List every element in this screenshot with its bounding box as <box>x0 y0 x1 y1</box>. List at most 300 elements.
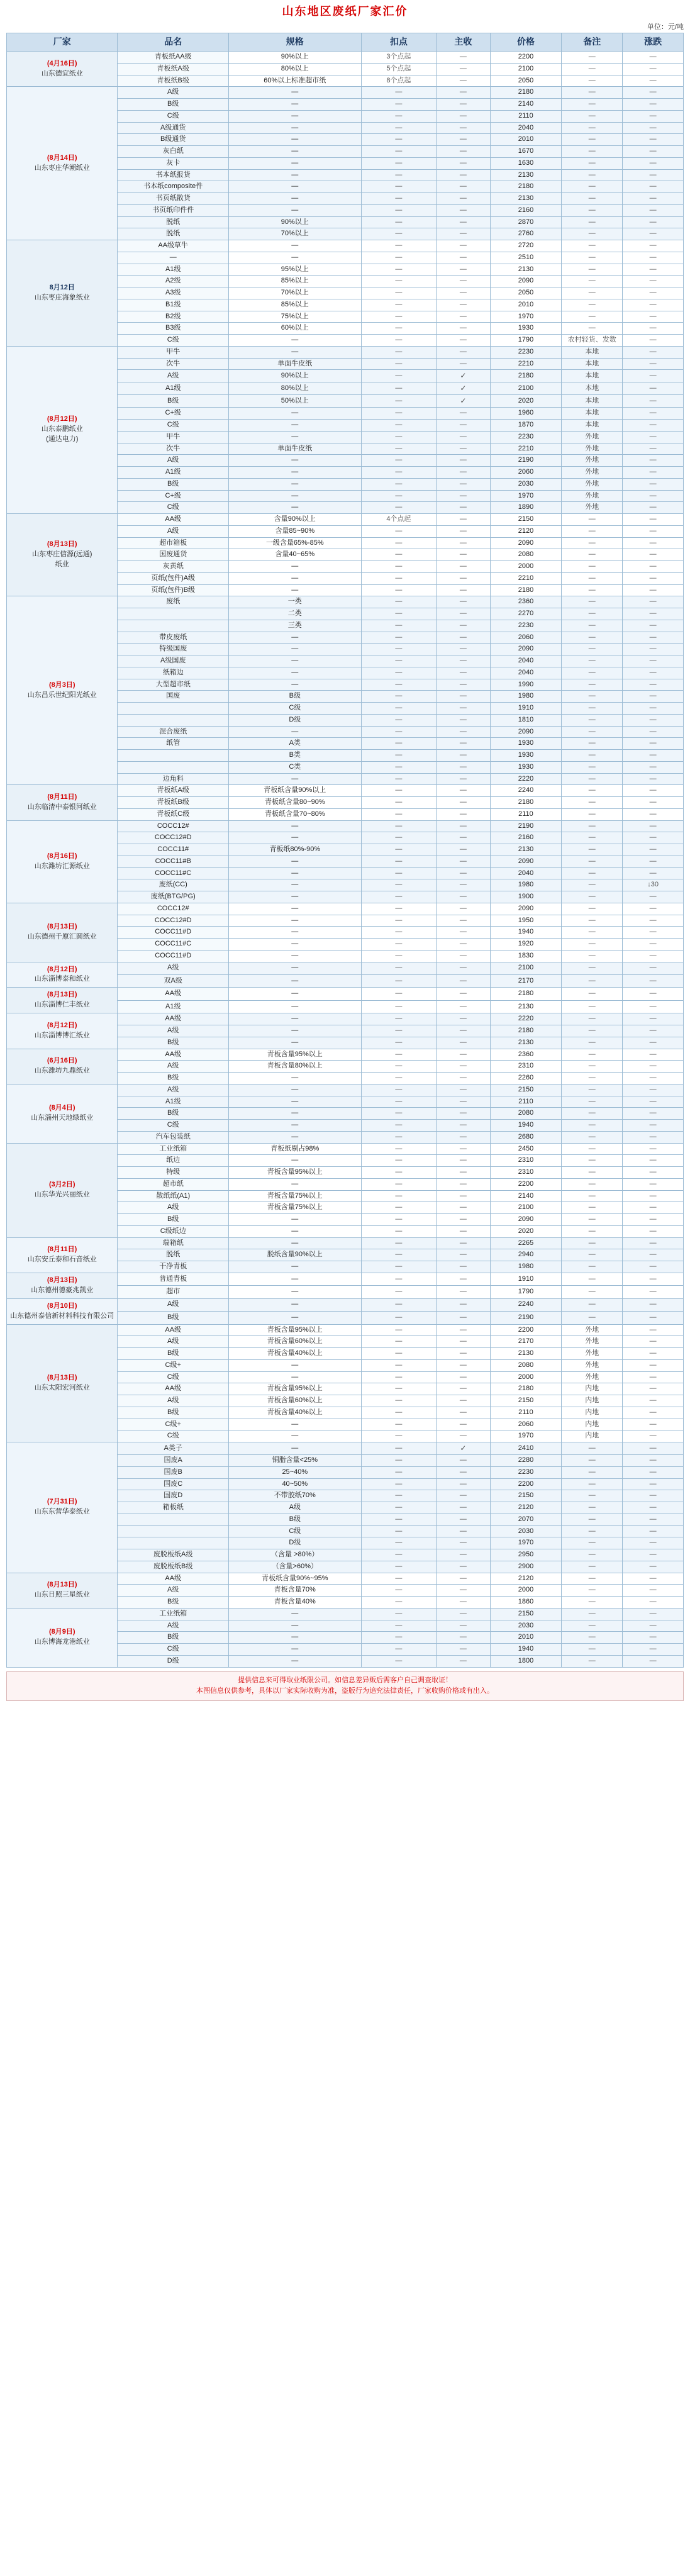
main-cell: — <box>437 420 490 432</box>
note-cell: — <box>562 1037 623 1049</box>
spec-cell: 青板含量40%以上 <box>228 1407 361 1419</box>
deduction-cell: — <box>361 1286 437 1298</box>
product-cell: COCC11#C <box>118 939 228 951</box>
price-cell: 2760 <box>490 228 562 240</box>
deduction-cell: — <box>361 1383 437 1395</box>
deduction-cell: — <box>361 311 437 323</box>
change-cell: — <box>623 820 684 832</box>
factory-name: 山东泰鹏纸业 <box>41 425 83 433</box>
spec-cell: 青板含量40% <box>228 1597 361 1609</box>
note-cell: 外地 <box>562 1371 623 1383</box>
change-cell: — <box>623 1131 684 1143</box>
price-cell: 2190 <box>490 1312 562 1324</box>
deduction-cell: — <box>361 443 437 455</box>
product-cell: A级 <box>118 1084 228 1096</box>
note-cell: — <box>562 252 623 264</box>
change-cell: — <box>623 1084 684 1096</box>
price-table <box>6 33 684 1668</box>
spec-cell: （含量 >80%） <box>228 1549 361 1561</box>
note-cell: — <box>562 276 623 287</box>
change-cell: — <box>623 844 684 856</box>
note-cell: — <box>562 193 623 205</box>
change-cell: — <box>623 52 684 64</box>
product-cell: 废纸(BTG/PG) <box>118 891 228 903</box>
change-cell: — <box>623 1178 684 1190</box>
product-cell: 纸管 <box>118 738 228 750</box>
product-cell: 书页纸散货 <box>118 193 228 205</box>
note-cell: — <box>562 1000 623 1013</box>
factory-name: 山东德州泰信新材料科技有限公司 <box>10 1312 114 1320</box>
note-cell: 本地 <box>562 370 623 382</box>
factory-cell <box>7 240 118 347</box>
note-cell: — <box>562 1237 623 1249</box>
note-cell: — <box>562 181 623 193</box>
spec-cell: — <box>228 632 361 644</box>
product-cell: 脱纸 <box>118 1249 228 1261</box>
product-cell: A1级 <box>118 1096 228 1108</box>
spec-cell: 25~40% <box>228 1466 361 1478</box>
price-cell: 1890 <box>490 502 562 514</box>
price-cell: 2680 <box>490 1131 562 1143</box>
note-cell: — <box>562 1466 623 1478</box>
change-cell: — <box>623 1214 684 1226</box>
deduction-cell: — <box>361 502 437 514</box>
product-cell: COCC11#D <box>118 927 228 939</box>
change-cell: — <box>623 181 684 193</box>
price-cell: 1630 <box>490 157 562 169</box>
spec-cell: — <box>228 110 361 122</box>
spec-cell: 青板含量60%以上 <box>228 1395 361 1407</box>
deduction-cell: — <box>361 204 437 216</box>
product-cell: 纸边 <box>118 1155 228 1167</box>
change-cell: — <box>623 927 684 939</box>
price-cell: 2140 <box>490 99 562 111</box>
main-cell: — <box>437 478 490 490</box>
main-cell: — <box>437 820 490 832</box>
deduction-cell: — <box>361 276 437 287</box>
spec-cell: （含量>60%） <box>228 1561 361 1573</box>
table-row <box>7 1298 684 1311</box>
note-cell: 本地 <box>562 358 623 370</box>
spec-cell: — <box>228 667 361 679</box>
change-cell: — <box>623 808 684 820</box>
change-cell: — <box>623 408 684 420</box>
note-cell: — <box>562 514 623 526</box>
note-cell: — <box>562 525 623 537</box>
price-cell: 2230 <box>490 431 562 443</box>
price-cell: 1970 <box>490 311 562 323</box>
product-cell: A1级 <box>118 1000 228 1013</box>
change-cell: — <box>623 1000 684 1013</box>
change-cell: — <box>623 1455 684 1467</box>
price-cell: 2130 <box>490 1000 562 1013</box>
main-cell: — <box>437 75 490 87</box>
table-row <box>7 962 684 974</box>
product-cell: 瑞箱纸 <box>118 1237 228 1249</box>
main-cell: — <box>437 1620 490 1632</box>
deduction-cell: — <box>361 1359 437 1371</box>
price-cell: 2010 <box>490 299 562 311</box>
change-cell: — <box>623 110 684 122</box>
product-cell: 次牛 <box>118 358 228 370</box>
spec-cell: 60%以上 <box>228 323 361 335</box>
change-cell: — <box>623 1336 684 1348</box>
change-cell: — <box>623 514 684 526</box>
spec-cell: 含量85~90% <box>228 525 361 537</box>
price-cell: 2030 <box>490 1620 562 1632</box>
deduction-cell: — <box>361 561 437 573</box>
price-cell: 2090 <box>490 726 562 738</box>
price-cell: 2120 <box>490 525 562 537</box>
factory-name: 山东德州千原汇圆纸业 <box>27 933 97 941</box>
price-cell: 2200 <box>490 52 562 64</box>
note-cell: — <box>562 1249 623 1261</box>
product-cell: A级 <box>118 1061 228 1073</box>
note-cell: — <box>562 655 623 667</box>
price-cell: 2150 <box>490 1084 562 1096</box>
main-cell: — <box>437 879 490 891</box>
price-cell: 1930 <box>490 750 562 762</box>
price-cell: 2180 <box>490 87 562 99</box>
deduction-cell: — <box>361 1549 437 1561</box>
note-cell: 外地 <box>562 478 623 490</box>
spec-cell: 二类 <box>228 608 361 620</box>
deduction-cell: — <box>361 879 437 891</box>
price-cell: 2000 <box>490 1585 562 1597</box>
factory-cell <box>7 1573 118 1608</box>
factory-date: (8月4日) <box>48 1104 75 1112</box>
deduction-cell: 3个点起 <box>361 52 437 64</box>
deduction-cell: — <box>361 1655 437 1667</box>
product-cell: 甲牛 <box>118 346 228 358</box>
deduction-cell: — <box>361 608 437 620</box>
factory-cell <box>7 785 118 820</box>
product-cell: 页纸(包件)B级 <box>118 584 228 596</box>
price-cell: 2230 <box>490 346 562 358</box>
spec-cell: — <box>228 891 361 903</box>
product-cell: AA级 <box>118 1573 228 1585</box>
factory-date: (8月13日) <box>47 540 77 549</box>
spec-cell: — <box>228 726 361 738</box>
note-cell: — <box>562 950 623 962</box>
price-cell: 2080 <box>490 549 562 561</box>
table-row <box>7 1013 684 1025</box>
note-cell: 外地 <box>562 490 623 502</box>
product-cell: B级 <box>118 99 228 111</box>
table-header-row <box>7 33 684 52</box>
main-cell: — <box>437 1455 490 1467</box>
note-cell: — <box>562 620 623 632</box>
note-cell: — <box>562 1644 623 1656</box>
deduction-cell: — <box>361 1202 437 1214</box>
factory-date: (8月3日) <box>48 681 75 689</box>
spec-cell: — <box>228 99 361 111</box>
table-row <box>7 596 684 608</box>
main-cell: — <box>437 1249 490 1261</box>
main-cell: — <box>437 584 490 596</box>
main-cell: — <box>437 157 490 169</box>
main-cell: — <box>437 1419 490 1430</box>
note-cell: — <box>562 1261 623 1273</box>
note-cell: — <box>562 1455 623 1467</box>
note-cell: — <box>562 927 623 939</box>
note-cell: — <box>562 820 623 832</box>
note-cell: 外地 <box>562 467 623 479</box>
product-cell: 工业纸箱 <box>118 1608 228 1620</box>
spec-cell: 单面牛皮纸 <box>228 358 361 370</box>
change-cell: — <box>623 1561 684 1573</box>
factory-date: (8月12日) <box>47 965 77 973</box>
note-cell: 内地 <box>562 1395 623 1407</box>
main-cell: — <box>437 1214 490 1226</box>
price-cell: 1800 <box>490 1655 562 1667</box>
note-cell: 外地 <box>562 502 623 514</box>
main-cell: — <box>437 1514 490 1525</box>
main-cell: — <box>437 988 490 1000</box>
deduction-cell: — <box>361 655 437 667</box>
main-cell: — <box>437 572 490 584</box>
main-cell: — <box>437 1037 490 1049</box>
factory-name: 山东潍坊汇源纸业 <box>34 862 90 870</box>
deduction-cell: — <box>361 620 437 632</box>
product-cell: 干净青板 <box>118 1261 228 1273</box>
main-cell: — <box>437 240 490 252</box>
main-cell: — <box>437 927 490 939</box>
change-cell: — <box>623 584 684 596</box>
table-row <box>7 87 684 99</box>
spec-cell: — <box>228 1178 361 1190</box>
spec-cell: — <box>228 1084 361 1096</box>
factory-cell <box>7 962 118 988</box>
note-cell: — <box>562 1061 623 1073</box>
change-cell: — <box>623 1359 684 1371</box>
price-cell: 1860 <box>490 1597 562 1609</box>
price-cell: 2070 <box>490 1514 562 1525</box>
note-cell: — <box>562 1655 623 1667</box>
deduction-cell: — <box>361 939 437 951</box>
deduction-cell: — <box>361 644 437 655</box>
main-cell: — <box>437 750 490 762</box>
table-row <box>7 1273 684 1285</box>
main-cell: — <box>437 146 490 158</box>
deduction-cell: — <box>361 1573 437 1585</box>
product-cell: A类子 <box>118 1442 228 1455</box>
spec-cell: D级 <box>228 714 361 726</box>
note-cell: — <box>562 596 623 608</box>
price-cell: 1830 <box>490 950 562 962</box>
deduction-cell: — <box>361 1013 437 1025</box>
spec-cell: — <box>228 1131 361 1143</box>
price-cell: 2180 <box>490 797 562 809</box>
factory-name: 纸业 <box>55 560 69 569</box>
price-cell: 2170 <box>490 1336 562 1348</box>
change-cell: — <box>623 1597 684 1609</box>
note-cell: — <box>562 1490 623 1502</box>
price-cell: 2210 <box>490 358 562 370</box>
product-cell: 青板纸B级 <box>118 75 228 87</box>
product-cell: 灰卡 <box>118 157 228 169</box>
product-cell: A级 <box>118 1336 228 1348</box>
price-cell: 2870 <box>490 216 562 228</box>
deduction-cell: — <box>361 228 437 240</box>
price-cell: 2200 <box>490 1324 562 1336</box>
product-cell: B级 <box>118 1108 228 1120</box>
deduction-cell: — <box>361 891 437 903</box>
product-cell: COCC11#D <box>118 950 228 962</box>
main-cell: — <box>437 323 490 335</box>
price-cell: 1900 <box>490 891 562 903</box>
main-cell: — <box>437 1561 490 1573</box>
note-cell: — <box>562 1632 623 1644</box>
note-cell: 本地 <box>562 346 623 358</box>
deduction-cell: — <box>361 750 437 762</box>
deduction-cell: — <box>361 216 437 228</box>
change-cell: — <box>623 773 684 785</box>
spec-cell: — <box>228 832 361 844</box>
change-cell: — <box>623 1155 684 1167</box>
main-cell: — <box>437 856 490 867</box>
price-cell: 2050 <box>490 287 562 299</box>
main-cell: — <box>437 1597 490 1609</box>
deduction-cell: — <box>361 1120 437 1132</box>
spec-cell: 不带胶纸70% <box>228 1490 361 1502</box>
main-cell: — <box>437 1178 490 1190</box>
spec-cell: — <box>228 1237 361 1249</box>
price-cell: 2180 <box>490 988 562 1000</box>
spec-cell: — <box>228 974 361 987</box>
deduction-cell: 5个点起 <box>361 63 437 75</box>
price-cell: 2020 <box>490 1225 562 1237</box>
price-cell: 1980 <box>490 1261 562 1273</box>
deduction-cell: — <box>361 1478 437 1490</box>
factory-cell <box>7 1049 118 1084</box>
spec-cell: — <box>228 1000 361 1013</box>
note-cell: — <box>562 1225 623 1237</box>
product-cell: 国废B <box>118 1466 228 1478</box>
change-cell: — <box>623 1324 684 1336</box>
deduction-cell: — <box>361 1525 437 1537</box>
product-cell: 灰白纸 <box>118 146 228 158</box>
change-cell: — <box>623 99 684 111</box>
deduction-cell: — <box>361 1178 437 1190</box>
note-cell: — <box>562 1143 623 1155</box>
footer-line-2: 本图信息仅供参考，具体以厂家实际收购为准，盗版行为追究法律责任，厂家收购价格或有出入。 <box>196 1687 494 1695</box>
product-cell: 普通青板 <box>118 1273 228 1285</box>
change-cell: — <box>623 703 684 715</box>
main-cell: — <box>437 1013 490 1025</box>
price-cell: 2130 <box>490 844 562 856</box>
note-cell: — <box>562 75 623 87</box>
price-cell: 2190 <box>490 820 562 832</box>
factory-name: (通达电力) <box>46 435 79 443</box>
product-cell: 国废D <box>118 1490 228 1502</box>
product-cell <box>118 620 228 632</box>
deduction-cell: — <box>361 679 437 691</box>
change-cell: — <box>623 1120 684 1132</box>
table-row <box>7 820 684 832</box>
deduction-cell: — <box>361 974 437 987</box>
spec-cell: — <box>228 335 361 347</box>
deduction-cell: — <box>361 1084 437 1096</box>
main-cell: — <box>437 832 490 844</box>
main-cell: — <box>437 276 490 287</box>
product-cell: 青板纸C级 <box>118 808 228 820</box>
change-cell: — <box>623 1502 684 1514</box>
change-cell: — <box>623 335 684 347</box>
note-cell: — <box>562 832 623 844</box>
change-cell: — <box>623 644 684 655</box>
price-cell: 2190 <box>490 455 562 467</box>
main-cell: — <box>437 596 490 608</box>
product-cell <box>118 1514 228 1525</box>
change-cell: — <box>623 1073 684 1084</box>
price-cell: 1970 <box>490 1537 562 1549</box>
factory-name: 山东淄博博汇纸业 <box>34 1031 90 1039</box>
deduction-cell: — <box>361 122 437 134</box>
price-cell: 2270 <box>490 608 562 620</box>
deduction-cell: — <box>361 950 437 962</box>
factory-cell <box>7 1442 118 1573</box>
change-cell: — <box>623 939 684 951</box>
deduction-cell: — <box>361 1455 437 1467</box>
deduction-cell: — <box>361 667 437 679</box>
main-cell: — <box>437 1273 490 1285</box>
main-cell: — <box>437 962 490 974</box>
note-cell: 农村轻货、发数 <box>562 335 623 347</box>
deduction-cell: — <box>361 1061 437 1073</box>
main-cell: — <box>437 1478 490 1490</box>
product-cell: AA级 <box>118 1013 228 1025</box>
main-cell: — <box>437 1202 490 1214</box>
change-cell: — <box>623 785 684 797</box>
note-cell: — <box>562 1549 623 1561</box>
spec-cell: D级 <box>228 1537 361 1549</box>
note-cell: — <box>562 561 623 573</box>
main-cell: — <box>437 1190 490 1202</box>
deduction-cell: — <box>361 490 437 502</box>
note-cell: — <box>562 1190 623 1202</box>
change-cell: — <box>623 797 684 809</box>
deduction-cell: — <box>361 240 437 252</box>
change-cell: — <box>623 738 684 750</box>
price-cell: 2150 <box>490 514 562 526</box>
price-cell: 2210 <box>490 443 562 455</box>
change-cell: — <box>623 832 684 844</box>
deduction-cell: — <box>361 596 437 608</box>
spec-cell: 40~50% <box>228 1478 361 1490</box>
price-cell: 1970 <box>490 1430 562 1442</box>
main-cell: — <box>437 502 490 514</box>
factory-date: (8月13日) <box>47 1581 77 1589</box>
price-cell: 2220 <box>490 1013 562 1025</box>
price-cell: 2150 <box>490 1490 562 1502</box>
price-cell: 2150 <box>490 1608 562 1620</box>
main-cell: — <box>437 738 490 750</box>
spec-cell: 90%以上 <box>228 370 361 382</box>
note-cell: — <box>562 1049 623 1061</box>
deduction-cell: — <box>361 146 437 158</box>
deduction-cell: — <box>361 382 437 395</box>
deduction-cell: — <box>361 773 437 785</box>
main-cell: — <box>437 1225 490 1237</box>
factory-cell <box>7 1237 118 1273</box>
main-cell: — <box>437 950 490 962</box>
change-cell: — <box>623 204 684 216</box>
main-cell: — <box>437 63 490 75</box>
note-cell: — <box>562 1537 623 1549</box>
main-cell: — <box>437 867 490 879</box>
product-cell: COCC12# <box>118 903 228 915</box>
